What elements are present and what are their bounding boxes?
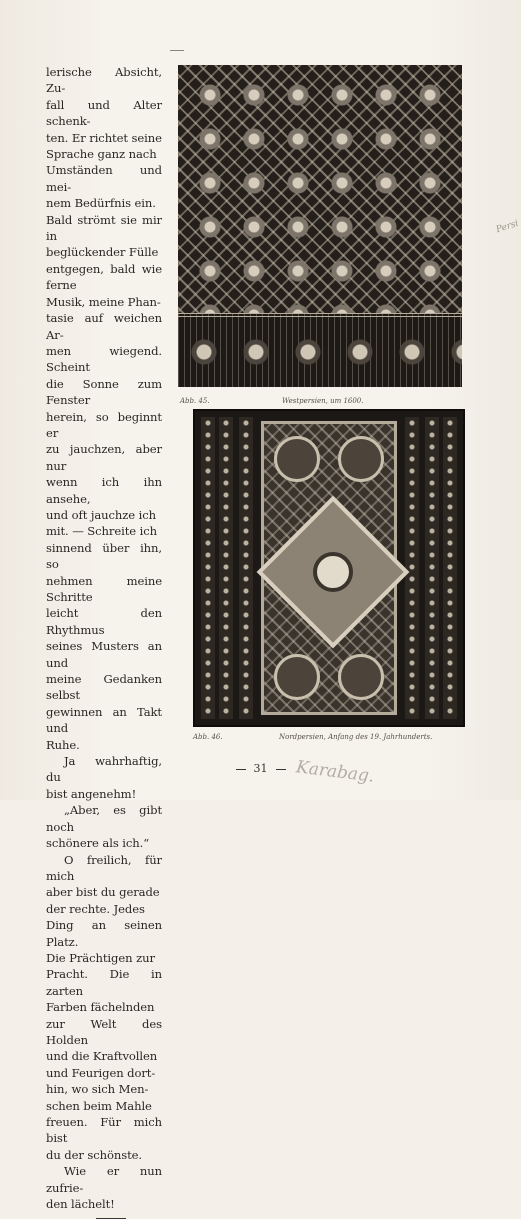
text-line: hin, wo sich Men- bbox=[46, 1082, 149, 1097]
text-line: schönere als ich.“ bbox=[46, 836, 150, 851]
carpet-border-stripe bbox=[239, 417, 253, 719]
text-line: lerische Absicht, Zu- bbox=[46, 65, 162, 96]
text-line: Die Prächtigen zur bbox=[46, 950, 155, 965]
figure-45-title: Westpersien, um 1600. bbox=[282, 397, 364, 405]
text-line: Umständen und mei- bbox=[46, 163, 162, 194]
figure-46-title: Nordpersien, Anfang des 19. Jahrhunderts. bbox=[279, 733, 433, 741]
text-line: zu jauchzen, aber nur bbox=[46, 442, 162, 473]
text-line: Wie er nun zufrie- bbox=[46, 1164, 162, 1195]
corner-rosette bbox=[338, 436, 384, 482]
text-line: tasie auf weichen Ar- bbox=[46, 311, 162, 342]
text-line: der rechte. Jedes bbox=[46, 901, 145, 916]
text-line: den lächelt! bbox=[46, 1197, 115, 1212]
text-line: wenn ich ihn ansehe, bbox=[46, 475, 162, 506]
figure-46-caption bbox=[193, 731, 461, 745]
central-medallion bbox=[257, 496, 410, 649]
carpet-border-stripe bbox=[219, 417, 233, 719]
text-line: aber bist du gerade bbox=[46, 885, 160, 900]
text-line: fall und Alter schenk- bbox=[46, 97, 162, 129]
text-line: mit. — Schreite ich bbox=[46, 524, 157, 539]
text-line: schen beim Mahle bbox=[46, 1098, 152, 1113]
text-line: freuen. Für mich bist bbox=[46, 1115, 162, 1146]
text-line: Farben fächelnden bbox=[46, 1000, 155, 1015]
figure-45-carpet-photo bbox=[178, 65, 462, 405]
carpet-border-stripe bbox=[405, 417, 419, 719]
carpet-border-stripe bbox=[425, 417, 439, 719]
text-line: Bald strömt sie mir in bbox=[46, 212, 162, 244]
text-line: bist angenehm! bbox=[46, 786, 137, 801]
text-line: herein, so beginnt er bbox=[46, 409, 162, 440]
text-line: beglückender Fülle bbox=[46, 245, 159, 260]
corner-rosette bbox=[274, 436, 320, 482]
corner-rosette bbox=[338, 654, 384, 700]
text-line: entgegen, bald wie ferne bbox=[46, 261, 162, 293]
pencil-margin-note: Persi bbox=[495, 218, 520, 236]
carpet-border-stripe bbox=[201, 417, 215, 719]
page-number bbox=[0, 762, 521, 775]
text-line: Ruhe. bbox=[46, 737, 80, 752]
figure-45-caption bbox=[178, 393, 462, 409]
text-line: Ding an seinen Platz. bbox=[46, 918, 162, 949]
text-line: nem Bedürfnis ein. bbox=[46, 196, 156, 211]
figure-46-carpet-photo bbox=[193, 409, 465, 727]
text-line: du der schönste. bbox=[46, 1147, 142, 1162]
body-text-column bbox=[46, 64, 162, 1219]
text-line: und Feurigen dort- bbox=[46, 1065, 156, 1080]
carpet-field bbox=[261, 421, 397, 715]
pencil-bottom-note: Karabag. bbox=[295, 757, 376, 787]
text-line: Pracht. Die in zarten bbox=[46, 967, 162, 998]
text-line: men wiegend. Scheint bbox=[46, 343, 162, 375]
text-line: O freilich, für mich bbox=[46, 852, 162, 883]
text-line: Sprache ganz nach bbox=[46, 147, 157, 162]
text-line: zur Welt des Holden bbox=[46, 1016, 162, 1047]
carpet-border-stripe bbox=[443, 417, 457, 719]
text-line: und oft jauchze ich bbox=[46, 507, 157, 522]
text-line: und die Kraftvollen bbox=[46, 1049, 158, 1064]
text-line: nehmen meine Schritte bbox=[46, 573, 162, 604]
figure-46-number: Abb. 46. bbox=[193, 733, 223, 741]
text-line: ten. Er richtet seine bbox=[46, 130, 162, 145]
dash-left bbox=[236, 769, 246, 770]
top-mark bbox=[170, 50, 184, 51]
text-line: meine Gedanken selbst bbox=[46, 672, 162, 703]
text-line: Musik, meine Phan- bbox=[46, 294, 161, 309]
text-line: gewinnen an Takt und bbox=[46, 704, 162, 736]
text-line: sinnend über ihn, so bbox=[46, 540, 162, 572]
carpet-border bbox=[178, 313, 462, 387]
corner-rosette bbox=[274, 654, 320, 700]
text-line: „Aber, es gibt noch bbox=[46, 803, 162, 834]
text-line: Ja wahrhaftig, du bbox=[46, 754, 162, 785]
figure-45-number: Abb. 45. bbox=[180, 397, 210, 405]
text-line: seines Musters an und bbox=[46, 639, 162, 670]
text-line: leicht den Rhythmus bbox=[46, 606, 162, 637]
text-line: die Sonne zum Fenster bbox=[46, 376, 162, 408]
dash-right bbox=[276, 769, 286, 770]
page-number-value: 31 bbox=[253, 762, 268, 775]
